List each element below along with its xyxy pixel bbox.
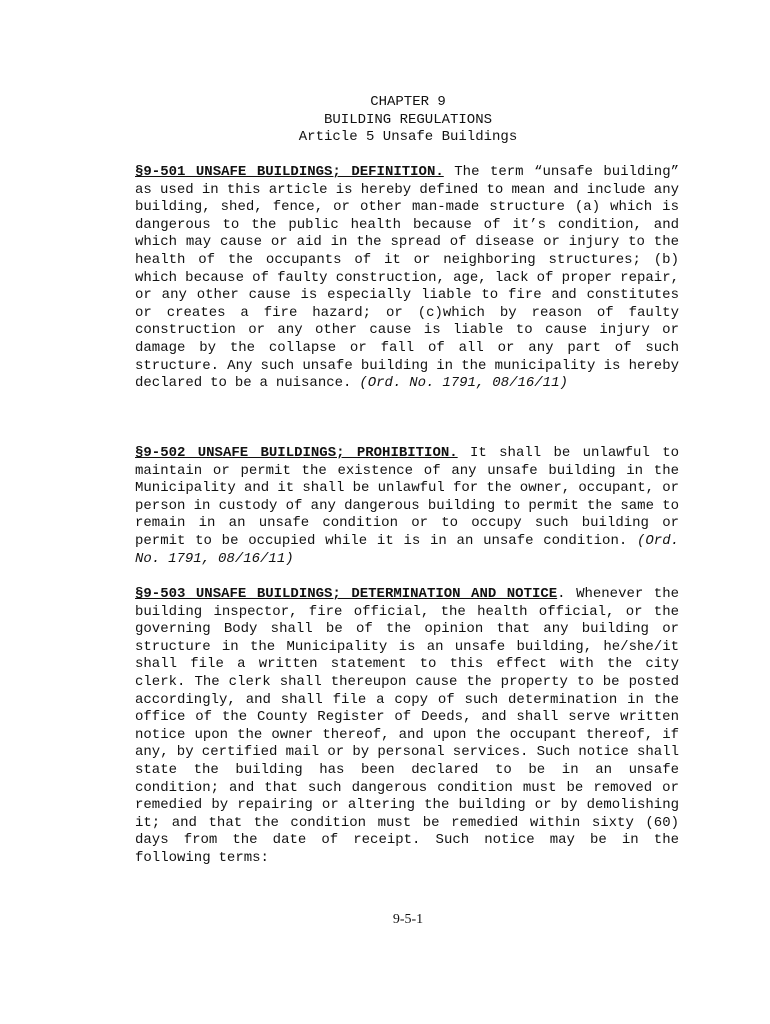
section-body: The term “unsafe building” as used in this article is hereby defined to mean and include any building, shed, fence, or other man-made structure (a) which is dangerous to the public health because of it’s condition, and which may cause or aid in the spread of disease or injury to the health of the occupants of it or neighboring structures; (b) which because of faulty construction, age, lack of proper repair, or any other cause is especially liable to fire and constitutes or creates a fire hazard; or (c)which by reason of faulty construction or any other cause is liable to cause injury or damage by the collapse or fall of all or any part of such structure. Any such unsafe building in the municipality is hereby declared to be a nuisance. — [135, 164, 680, 392]
section-9-501 — [135, 164, 679, 393]
section-citation: (Ord. No. 1791, 08/16/11) — [359, 375, 568, 392]
section-title: §9-501 UNSAFE BUILDINGS; DEFINITION. — [135, 164, 444, 180]
page-number: 9-5-1 — [392, 912, 424, 927]
section-9-502 — [135, 445, 679, 568]
section-body: . Whenever the building inspector, fire official, the health official, or the governing Body shall be of the opinion that any building or structure in the Municipality is an unsafe building, he/she/it shall file a written statement to this effect with the city clerk. The clerk shall thereupon cause the property to be posted accordingly, and shall file a copy of such determination in the office of the County Register of Deeds, and shall serve written notice upon the owner thereof, and upon the occupant thereof, if any, by certified mail or by personal services. Such notice shall state the building has been declared to be in an unsafe condition; and that such dangerous condition must be removed or remedied by repairing or altering the building or by demolishing it; and that the condition must be remedied within sixty (60) days from the date of receipt. Such notice may be in the following terms: — [135, 586, 679, 866]
section-citation: (Ord. No. 1791, 08/16/11) — [135, 532, 679, 567]
chapter-heading: CHAPTER 9 — [370, 94, 446, 110]
section-9-503 — [135, 586, 679, 868]
section-title: §9-502 UNSAFE BUILDINGS; PROHIBITION. — [135, 445, 458, 461]
chapter-title: BUILDING REGULATIONS — [323, 112, 493, 128]
article-title: Article 5 Unsafe Buildings — [298, 129, 518, 145]
section-title: §9-503 UNSAFE BUILDINGS; DETERMINATION AND NOTICE — [135, 586, 558, 602]
section-body: It shall be unlawful to maintain or permit the existence of any unsafe building in the Municipality and it shall be unlawful for the owner, occupant, or person in custody of any dangerous building to permit the same to remain in an unsafe condition or to occupy such building or permit to be occupied while it is in an unsafe condition. — [135, 445, 679, 549]
